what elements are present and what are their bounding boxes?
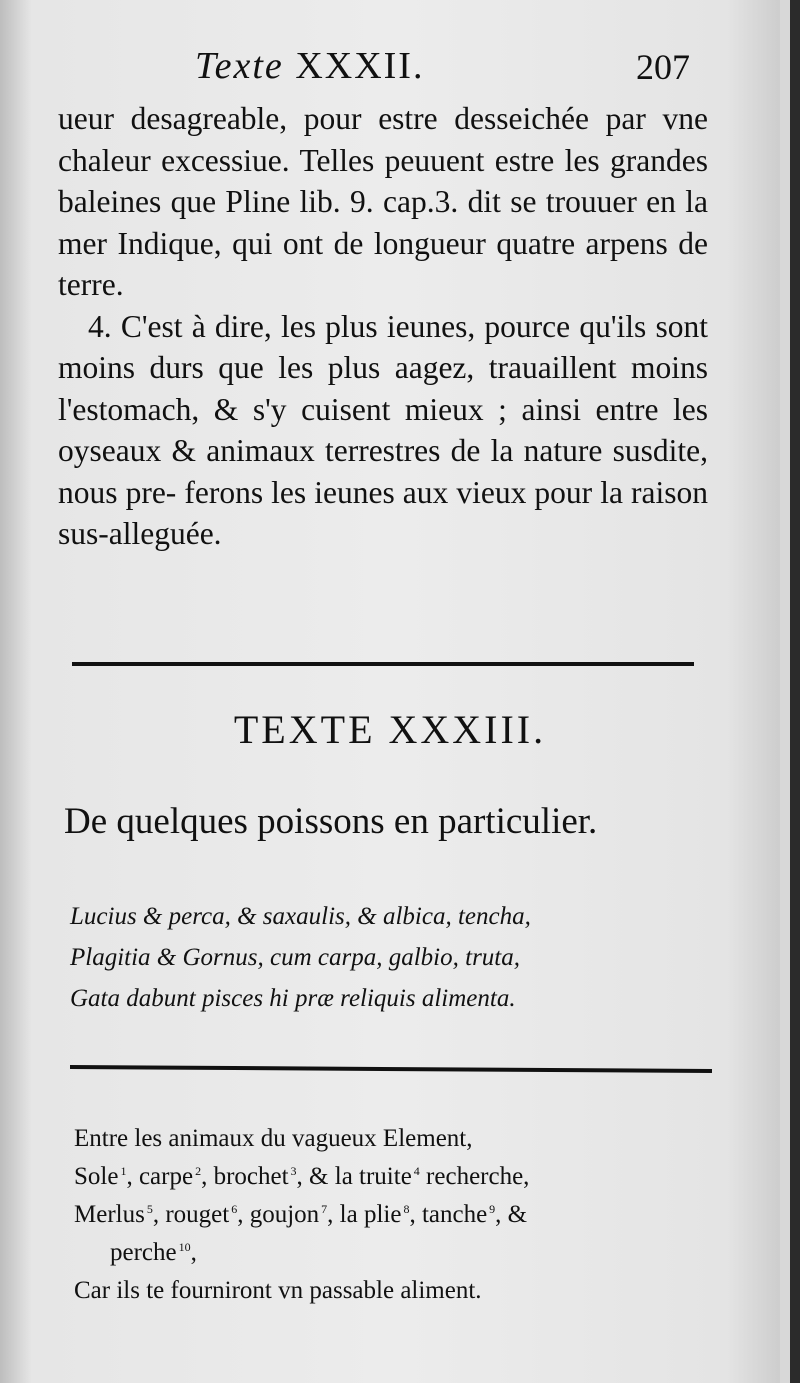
french-verse bbox=[74, 1120, 734, 1310]
verse-word: , & bbox=[495, 1201, 528, 1228]
text-line: 4. C'est à dire, les plus ieunes, pource bbox=[88, 308, 571, 344]
verse-line bbox=[74, 1158, 734, 1196]
text-line: longueur quatre arpens de terre. bbox=[58, 225, 709, 302]
page-number: 207 bbox=[636, 47, 690, 87]
epigraph-line: Gata dabunt pisces hi præ reliquis alimenta. bbox=[70, 985, 516, 1012]
text-line: les grandes baleines que Pline lib. 9. cap.3. bbox=[58, 142, 708, 219]
verse-word: recherche, bbox=[419, 1163, 530, 1190]
note-number: 6 bbox=[231, 1201, 238, 1216]
note-number: 2 bbox=[195, 1163, 202, 1178]
verse-word: , & la truite bbox=[296, 1163, 412, 1190]
verse-word: perche bbox=[110, 1239, 177, 1266]
paragraph-1 bbox=[58, 98, 708, 306]
text-line: terrestres de la nature susdite, nous pre- bbox=[58, 433, 708, 510]
page-edge bbox=[780, 0, 790, 1383]
note-number: 4 bbox=[413, 1163, 420, 1178]
body-text bbox=[58, 98, 708, 555]
epigraph-line: Plagitia & Gornus, cum carpa, galbio, truta, bbox=[70, 944, 520, 971]
verse-word: , tanche bbox=[409, 1201, 488, 1228]
text-line: qu'ils sont moins durs que les plus aagez, bbox=[58, 308, 709, 385]
note-number: 8 bbox=[403, 1201, 410, 1216]
verse-line: Car ils te fourniront vn passable aliment. bbox=[74, 1277, 482, 1304]
verse-line bbox=[74, 1234, 734, 1272]
note-number: 5 bbox=[146, 1201, 153, 1216]
note-number: 3 bbox=[290, 1163, 297, 1178]
text-line: ueur desagreable, pour estre desseichée par bbox=[58, 101, 646, 136]
section-title: TEXTE XXXIII. bbox=[233, 707, 547, 752]
text-line: trauaillent moins l'estomach, & s'y cuisent bbox=[58, 350, 708, 427]
verse-word: , la plie bbox=[327, 1201, 402, 1228]
verse-word: , rouget bbox=[152, 1201, 230, 1228]
horizontal-rule bbox=[72, 662, 694, 666]
text-line: ferons les ieunes aux vieux pour la raison bbox=[184, 474, 708, 510]
text-line: dit se trouuer en la mer Indique, qui ont de bbox=[58, 184, 709, 261]
running-head-title bbox=[195, 44, 424, 88]
verse-line bbox=[74, 1196, 734, 1234]
paragraph-2 bbox=[58, 306, 708, 555]
note-number: 9 bbox=[489, 1201, 496, 1216]
horizontal-rule bbox=[70, 1065, 712, 1073]
running-head-title-roman: XXXII. bbox=[295, 45, 425, 87]
running-head bbox=[60, 44, 700, 94]
note-number: 1 bbox=[120, 1163, 127, 1178]
text-line: sus-alleguée. bbox=[58, 516, 222, 551]
text-line: mieux ; ainsi entre les oyseaux & animaux bbox=[58, 391, 709, 468]
running-head-title-italic: Texte bbox=[195, 45, 284, 87]
verse-word: , bbox=[190, 1239, 197, 1266]
verse-word: , brochet bbox=[201, 1163, 289, 1190]
epigraph-line: Lucius & perca, & saxaulis, & albica, tencha, bbox=[70, 903, 531, 930]
verse-word: , goujon bbox=[237, 1201, 320, 1228]
note-number: 7 bbox=[321, 1201, 328, 1216]
text-line: vne chaleur excessiue. Telles peuuent estre bbox=[58, 101, 708, 178]
latin-epigraph bbox=[70, 896, 710, 1019]
verse-word: , carpe bbox=[126, 1163, 194, 1190]
verse-word: Merlus bbox=[74, 1201, 145, 1228]
verse-word: Sole bbox=[74, 1163, 119, 1190]
section-subtitle: De quelques poissons en particulier. bbox=[64, 801, 598, 842]
note-number: 10 bbox=[178, 1239, 191, 1254]
verse-line: Entre les animaux du vagueux Element, bbox=[74, 1125, 473, 1152]
